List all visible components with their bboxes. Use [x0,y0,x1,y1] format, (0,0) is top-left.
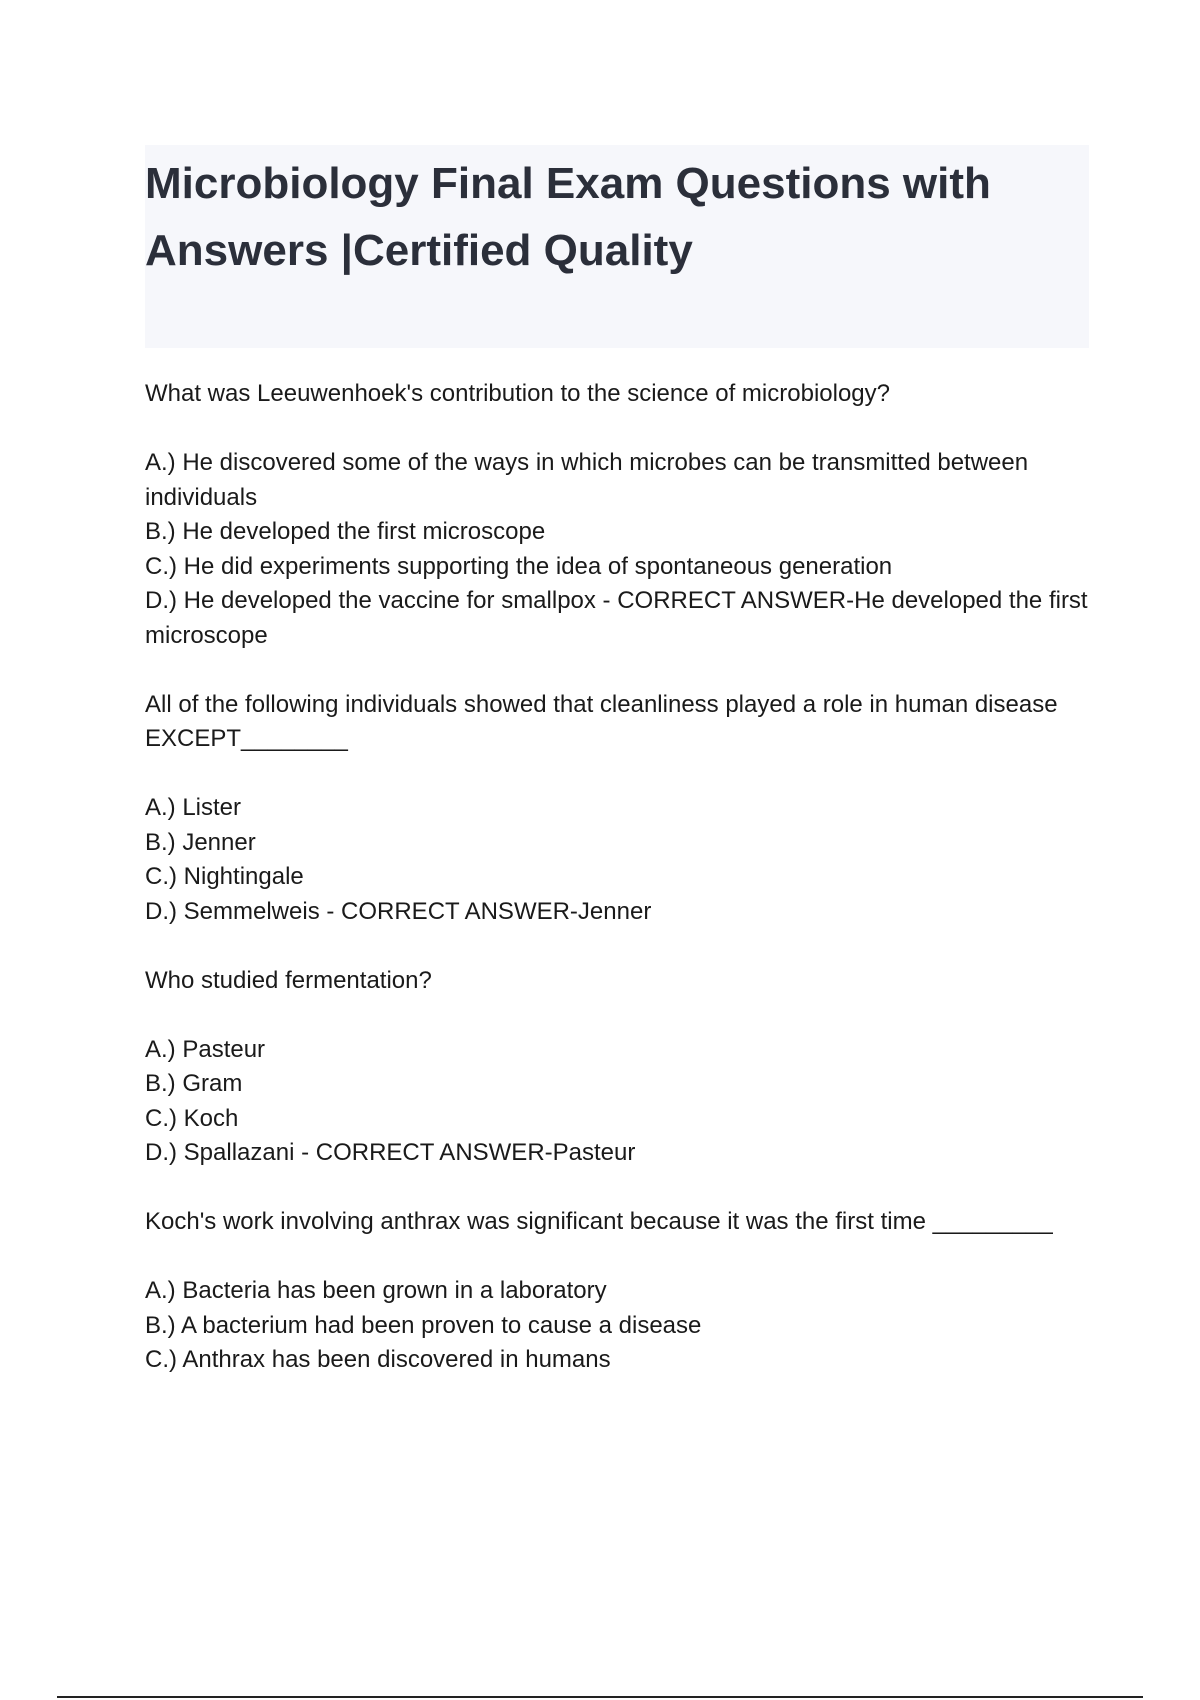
question-text: What was Leeuwenhoek's contribution to the science of microbiology? [145,380,890,407]
answer-option: C.) Nightingale [145,863,304,890]
question-text: All of the following individuals showed that cleanliness played a role in human disease EXCEPT________ [145,690,1058,752]
answer-option: B.) Gram [145,1070,243,1097]
answer-option: D.) Semmelweis - CORRECT ANSWER-Jenner [145,897,652,925]
title-banner [145,145,1089,348]
footer-divider [57,1696,1143,1698]
questions-container [145,377,1095,1412]
question-block [145,1205,1095,1378]
answer-options [145,446,1095,653]
answer-option: D.) Spallazani - CORRECT ANSWER-Pasteur [145,1139,636,1166]
answer-option: A.) Pasteur [145,1035,266,1063]
answer-option: B.) A bacterium had been proven to cause a disease [145,1311,702,1339]
answer-options [145,791,1095,929]
question-block [145,688,1095,930]
question-text: Who studied fermentation? [145,966,432,994]
question-block [145,964,1095,1171]
question-text: Koch's work involving anthrax was significant because it was the first time _________ [145,1208,1053,1235]
answer-option: B.) Jenner [145,828,256,856]
answer-option: A.) Bacteria has been grown in a laboratory [145,1277,607,1304]
question-block [145,377,1095,653]
answer-option: C.) Anthrax has been discovered in humans [145,1346,611,1373]
answer-option: C.) Koch [145,1104,239,1132]
answer-options [145,1274,1095,1378]
answer-options [145,1033,1095,1171]
answer-option: B.) He developed the first microscope [145,518,546,545]
answer-option: C.) He did experiments supporting the idea of spontaneous generation [145,552,893,580]
document-title: Microbiology Final Exam Questions with Answers |Certified Quality [145,159,991,275]
answer-option: A.) Lister [145,794,242,821]
answer-option: A.) He discovered some of the ways in which microbes can be transmitted between individuals [145,449,1029,511]
answer-option: D.) He developed the vaccine for smallpox - CORRECT ANSWER-He developed the first microscope [145,587,1088,649]
